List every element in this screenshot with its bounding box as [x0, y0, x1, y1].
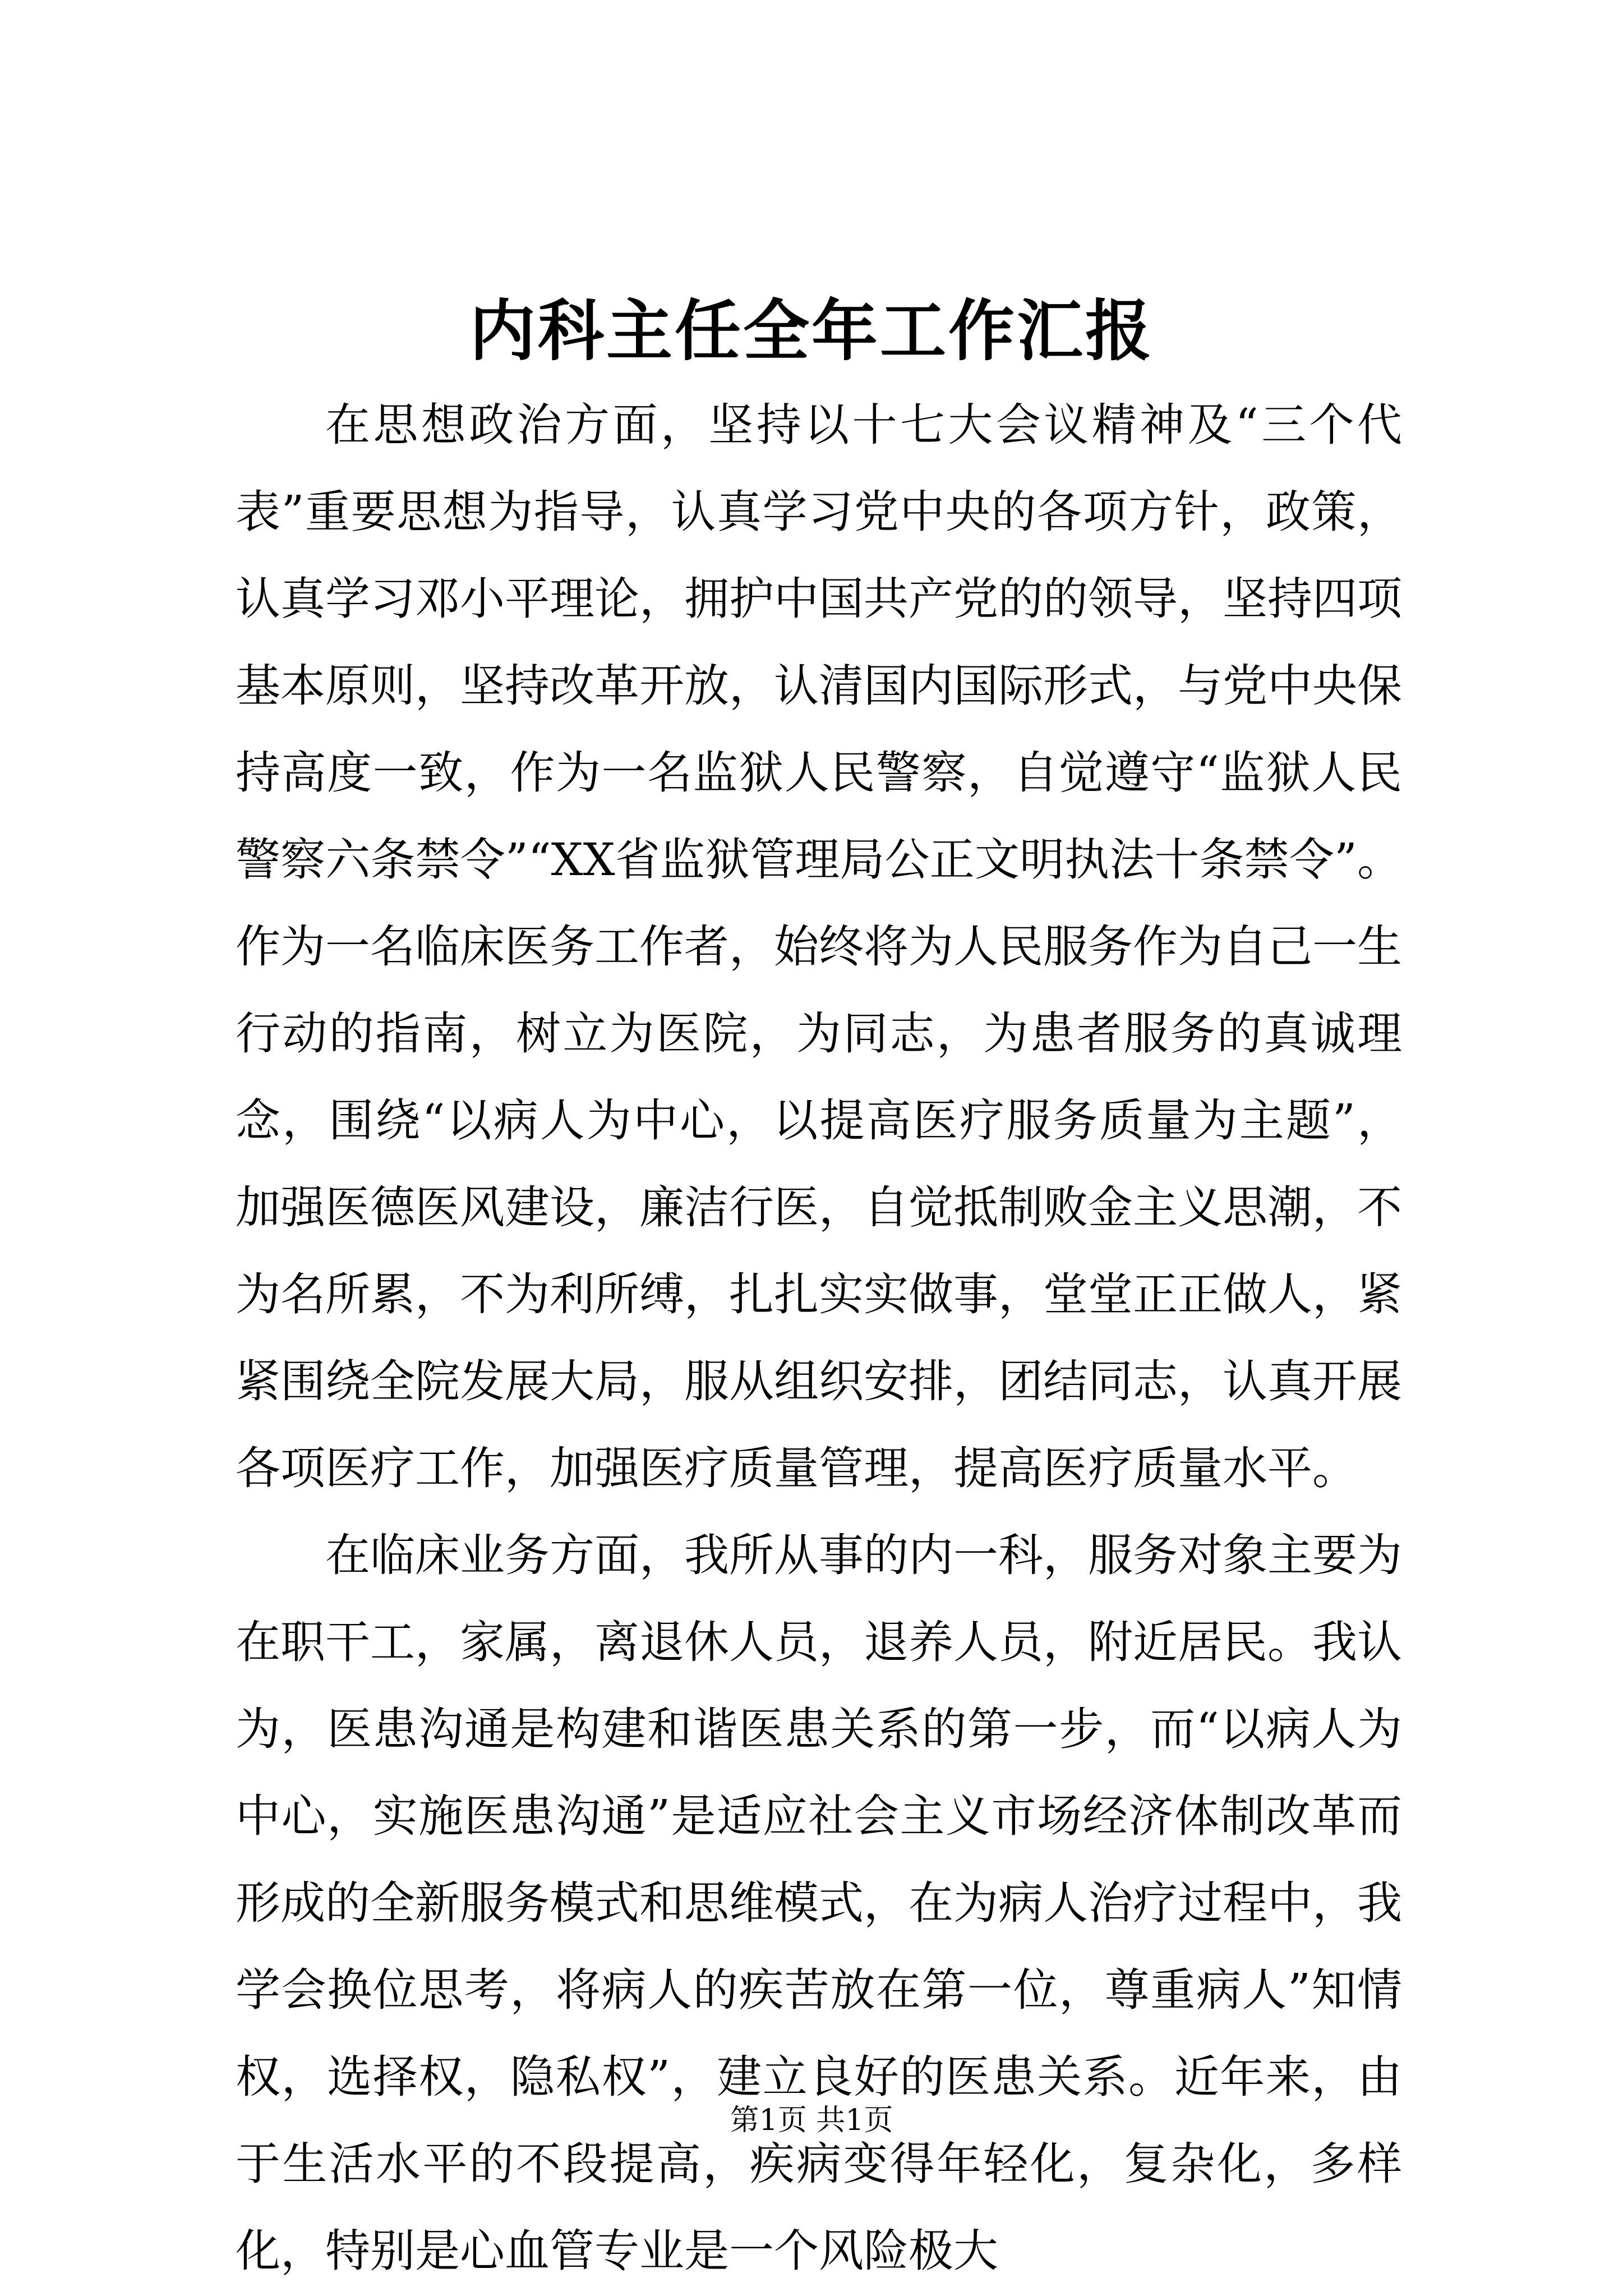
document-title: 内科主任全年工作汇报 [469, 292, 1154, 370]
paragraph-political: 在思想政治方面，坚持以十七大会议精神及“三个代表”重要思想为指导，认真学习党中央的各项方针，政策，认真学习邓小平理论，拥护中国共产党的的领导，坚持四项基本原则，坚持改革开放，认清国内国际形式，与党中央保持高度一致，作为一名监狱人民警察，自觉遵守“监狱人民警察六条禁令”“XX省监狱管理局公正文明执法十条禁令”。作为一名临床医务工作者，始终将为人民服务作为自己一生行动的指南，树立为医院，为同志，为患者服务的真诚理念，围绕“以病人为中心，以提高医疗服务质量为主题”，加强医德医风建设，廉洁行医，自觉抵制败金主义思潮，不为名所累，不为利所缚，扎扎实实做事，堂堂正正做人，紧紧围绕全院发展大局，服从组织安排，团结同志，认真开展各项医疗工作，加强医疗质量管理，提高医疗质量水平。 [236, 399, 1402, 1494]
page-footer: 第1页 共1页 [730, 2104, 893, 2137]
document-body [236, 381, 1402, 2294]
paragraph-clinical: 在临床业务方面，我所从事的内一科，服务对象主要为在职干工，家属，离退休人员，退养人员，附近居民。我认为，医患沟通是构建和谐医患关系的第一步，而“以病人为中心，实施医患沟通”是适应社会主义市场经济体制改革而形成的全新服务模式和思维模式，在为病人治疗过程中，我学会换位思考，将病人的疾苦放在第一位，尊重病人”知情权，选择权，隐私权”，建立良好的医患关系。近年来，由于生活水平的不段提高，疾病变得年轻化，复杂化，多样化，特别是心血管专业是一个风险极大 [236, 1529, 1402, 2277]
